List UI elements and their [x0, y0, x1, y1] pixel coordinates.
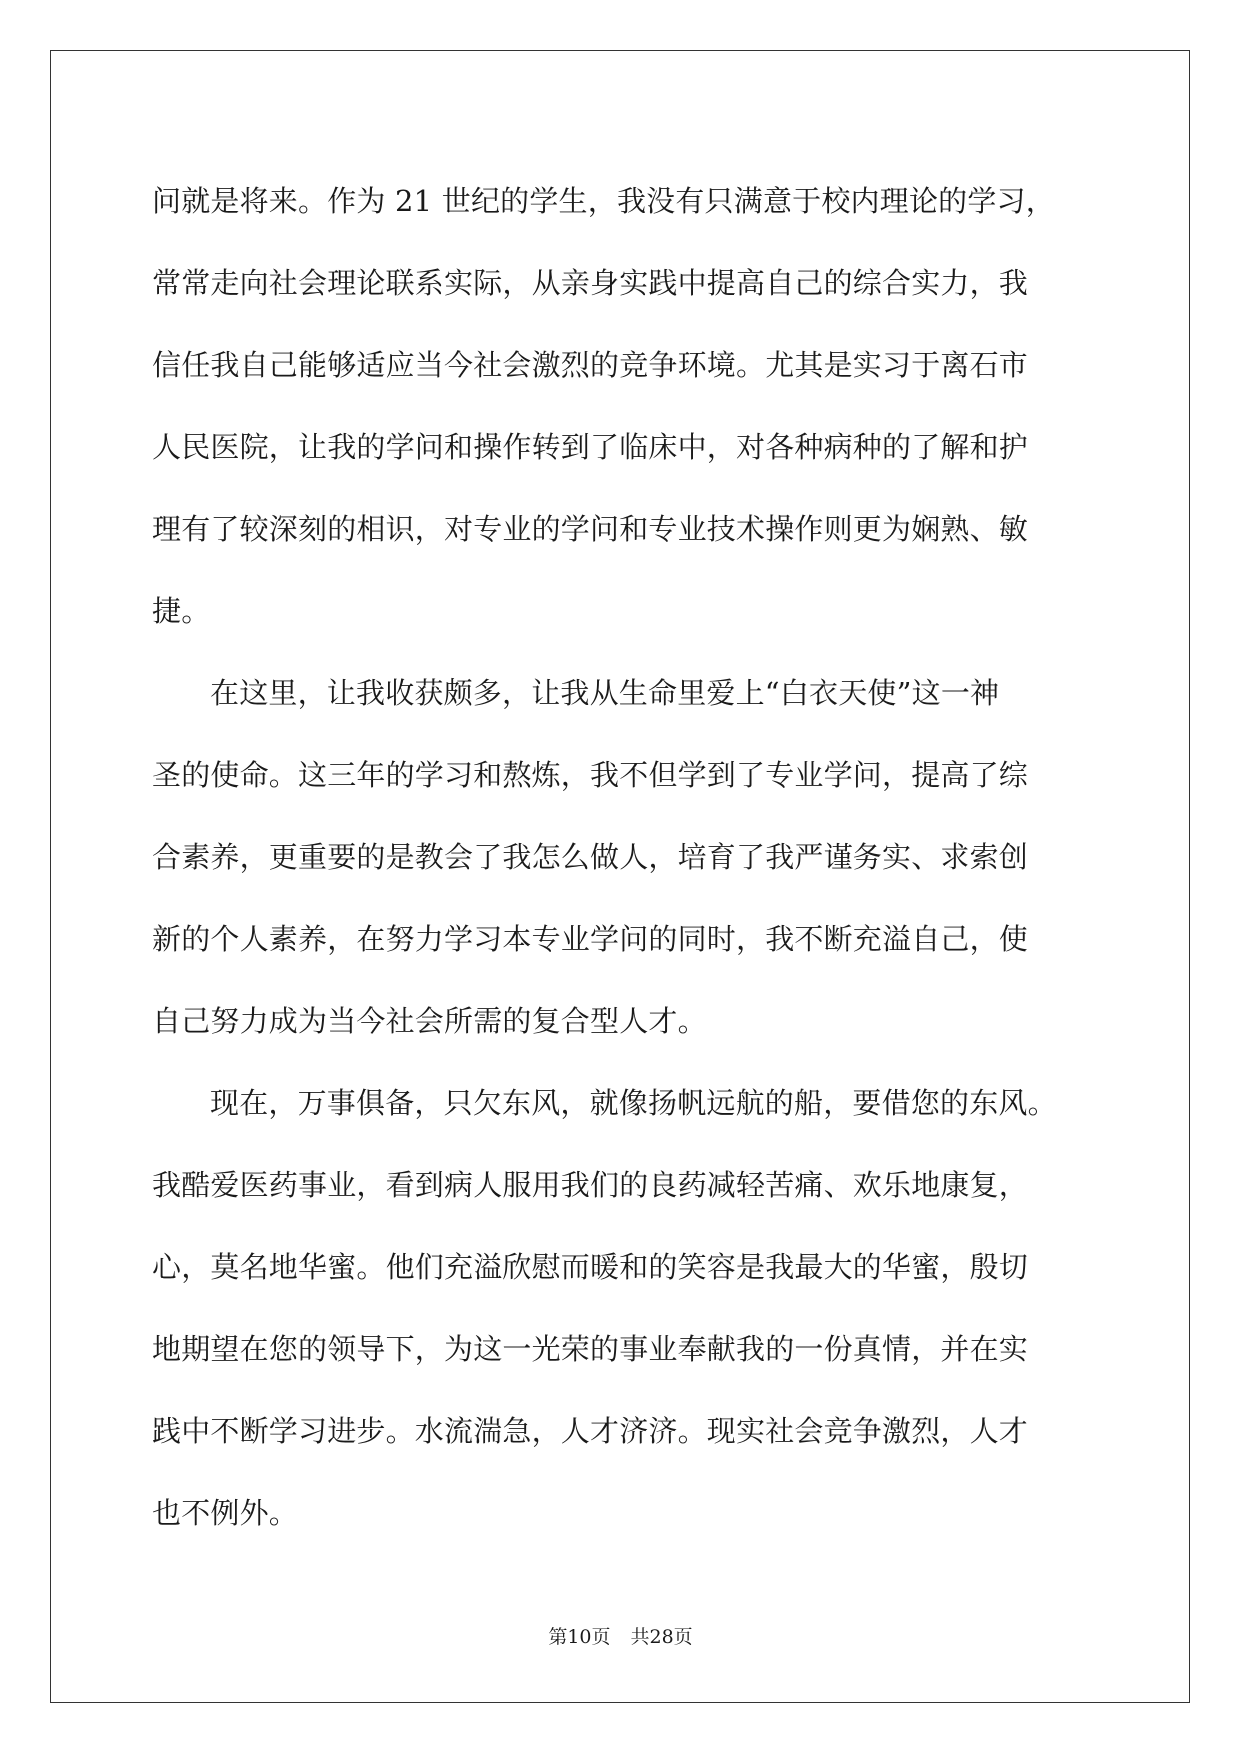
text-line: 问就是将来。作为 21 世纪的学生，我没有只满意于校内理论的学习，	[152, 184, 1055, 218]
text-line: 心，莫名地华蜜。他们充溢欣慰而暖和的笑容是我最大的华蜜，殷切	[152, 1250, 1029, 1284]
page-footer	[0, 1622, 1241, 1649]
paragraph-start-line: 在这里，让我收获颇多，让我从生命里爱上“白衣天使”这一神	[210, 676, 1000, 710]
document-body	[152, 160, 1092, 1554]
text-line: 我酷爱医药事业，看到病人服用我们的良药减轻苦痛、欢乐地康复，	[152, 1168, 1029, 1202]
text-line: 圣的使命。这三年的学习和熬炼，我不但学到了专业学问，提高了综	[152, 758, 1029, 792]
text-line: 常常走向社会理论联系实际，从亲身实践中提高自己的综合实力，我	[152, 266, 1029, 300]
paragraph-start-line: 现在，万事俱备，只欠东风，就像扬帆远航的船，要借您的东风。	[210, 1086, 1057, 1120]
total-page-count: 共28页	[630, 1626, 693, 1648]
text-line: 也不例外。	[152, 1496, 299, 1530]
text-line: 自己努力成为当今社会所需的复合型人才。	[152, 1004, 707, 1038]
text-line: 合素养，更重要的是教会了我怎么做人，培育了我严谨务实、求索创	[152, 840, 1029, 874]
text-line: 践中不断学习进步。水流湍急，人才济济。现实社会竞争激烈，人才	[152, 1414, 1029, 1448]
text-line: 信任我自己能够适应当今社会激烈的竞争环境。尤其是实习于离石市	[152, 348, 1029, 382]
text-line: 人民医院，让我的学问和操作转到了临床中，对各种病种的了解和护	[152, 430, 1029, 464]
text-line: 捷。	[152, 594, 211, 628]
text-line: 地期望在您的领导下，为这一光荣的事业奉献我的一份真情，并在实	[152, 1332, 1029, 1366]
text-line: 新的个人素养，在努力学习本专业学问的同时，我不断充溢自己，使	[152, 922, 1029, 956]
current-page-number: 第10页	[548, 1626, 611, 1648]
text-line: 理有了较深刻的相识，对专业的学问和专业技术操作则更为娴熟、敏	[152, 512, 1029, 546]
